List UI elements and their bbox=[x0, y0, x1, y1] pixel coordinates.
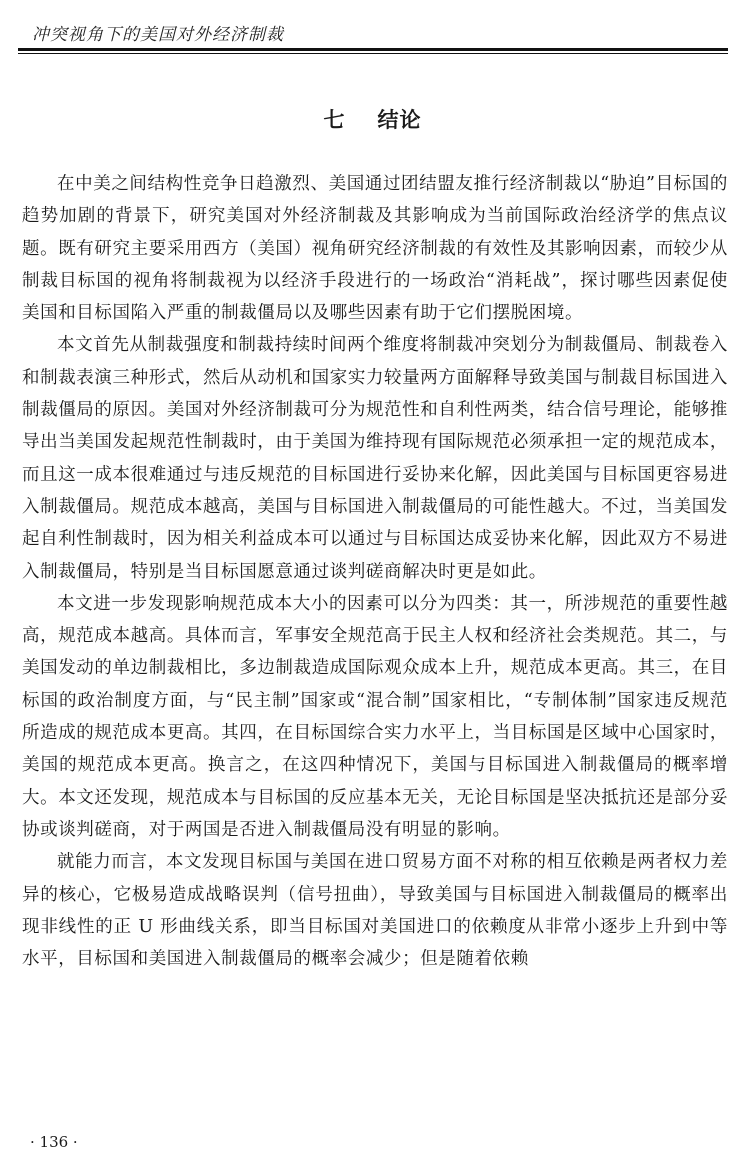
paragraph-1: 在中美之间结构性竞争日趋激烈、美国通过团结盟友推行经济制裁以“胁迫”目标国的趋势加剧的背景下，研究美国对外经济制裁及其影响成为当前国际政治经济学的焦点议题。既有研究主要采用西方（美国）视角研究经济制裁的有效性及其影响因素，而较少从制裁目标国的视角将制裁视为以经济手段进行的一场政治“消耗战”，探讨哪些因素促使美国和目标国陷入严重的制裁僵局以及哪些因素有助于它们摆脱困境。 bbox=[22, 174, 728, 324]
header-rule-thin bbox=[18, 53, 728, 54]
running-header-title: 冲突视角下的美国对外经济制裁 bbox=[32, 25, 284, 45]
section-number: 七 bbox=[323, 107, 346, 132]
body-text bbox=[22, 168, 728, 975]
paragraph-4: 就能力而言，本文发现目标国与美国在进口贸易方面不对称的相互依赖是两者权力差异的核心，它极易造成战略误判（信号扭曲），导致美国与目标国进入制裁僵局的概率出现非线性的正 U 形曲线关系，即当目标国对美国进口的依赖度从非常小逐步上升到中等水平，目标国和美国进入制裁僵局的概率会减少；但是随着依赖 bbox=[22, 852, 728, 970]
header-rule-thick bbox=[18, 48, 728, 51]
paragraph-3: 本文进一步发现影响规范成本大小的因素可以分为四类：其一，所涉规范的重要性越高，规范成本越高。具体而言，军事安全规范高于民主人权和经济社会类规范。其二，与美国发动的单边制裁相比，多边制裁造成国际观众成本上升，规范成本更高。其三，在目标国的政治制度方面，与“民主制”国家或“混合制”国家相比，“专制体制”国家违反规范所造成的规范成本更高。其四，在目标国综合实力水平上，当目标国是区域中心国家时，美国的规范成本更高。换言之，在这四种情况下，美国与目标国进入制裁僵局的概率增大。本文还发现，规范成本与目标国的反应基本无关，无论目标国是坚决抵抗还是部分妥协或谈判磋商，对于两国是否进入制裁僵局没有明显的影响。 bbox=[22, 593, 728, 840]
section-title: 结论 bbox=[377, 107, 422, 132]
page-number: · 136 · bbox=[30, 1133, 78, 1151]
paragraph-2: 本文首先从制裁强度和制裁持续时间两个维度将制裁冲突划分为制裁僵局、制裁卷入和制裁表演三种形式，然后从动机和国家实力较量两方面解释导致美国与制裁目标国进入制裁僵局的原因。美国对外经济制裁可分为规范性和自利性两类，结合信号理论，能够推导出当美国发起规范性制裁时，由于美国为维持现有国际规范必须承担一定的规范成本，而且这一成本很难通过与违反规范的目标国进行妥协来化解，因此美国与目标国更容易进入制裁僵局。规范成本越高，美国与目标国进入制裁僵局的可能性越大。不过，当美国发起自利性制裁时，因为相关利益成本可以通过与目标国达成妥协来化解，因此双方不易进入制裁僵局，特别是当目标国愿意通过谈判磋商解决时更是如此。 bbox=[22, 335, 728, 582]
section-heading bbox=[0, 104, 745, 134]
